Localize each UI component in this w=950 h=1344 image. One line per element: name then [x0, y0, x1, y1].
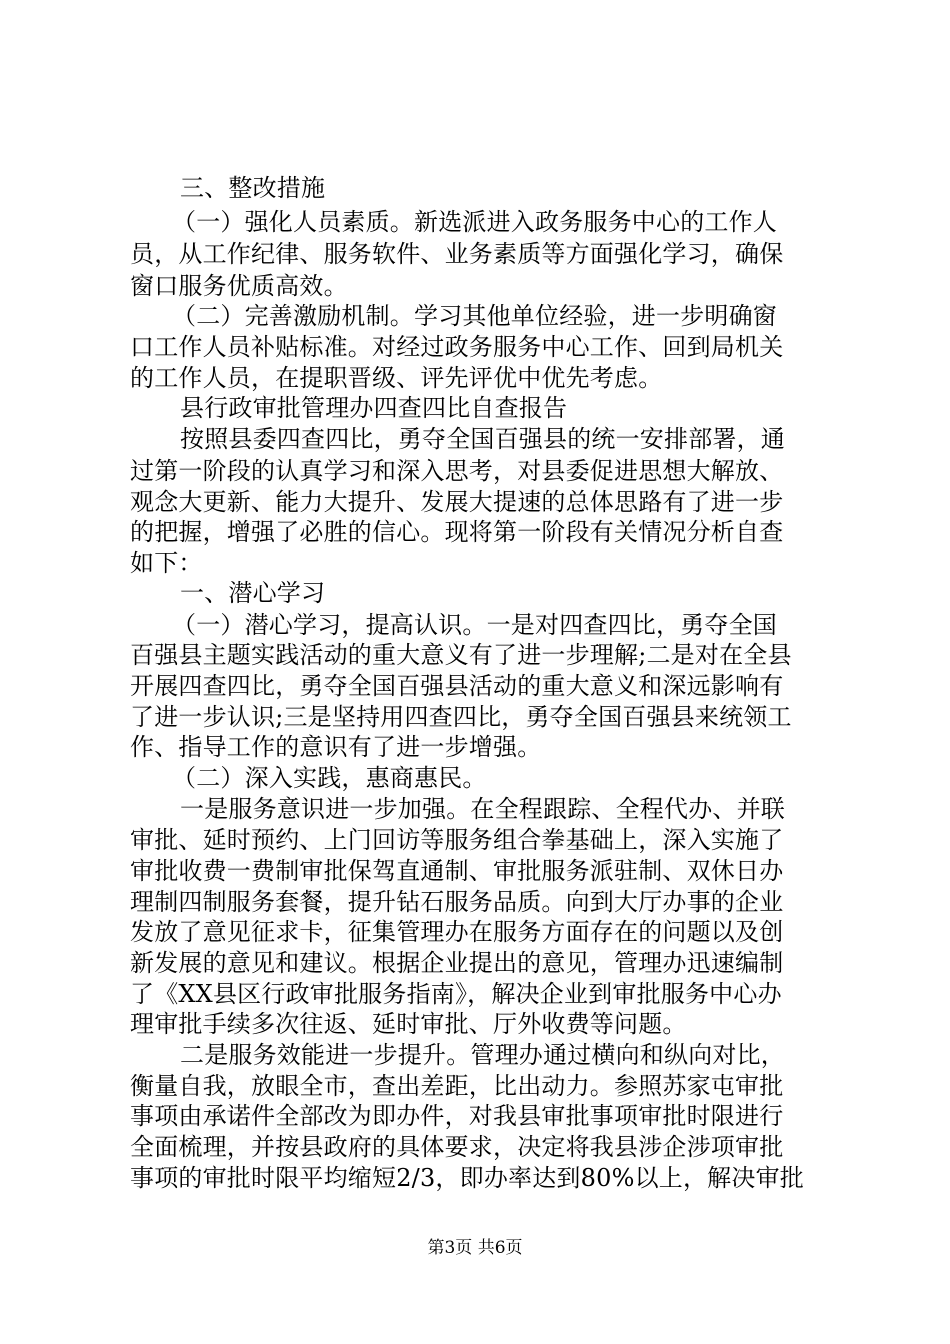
- text-line: （一）强化人员素质。新选派进入政务服务中心的工作人: [172, 208, 777, 236]
- text-line: （二）完善激励机制。学习其他单位经验，进一步明确窗: [172, 302, 777, 330]
- text-line: （一）潜心学习，提高认识。一是对四查四比，勇夺全国: [172, 611, 777, 639]
- text-line: 事项由承诺件全部改为即办件，对我县审批事项审批时限进行: [130, 1102, 784, 1130]
- text-line: 了进一步认识;三是坚持用四查四比，勇夺全国百强县来统领工: [130, 703, 792, 731]
- text-line: 口工作人员补贴标准。对经过政务服务中心工作、回到局机关: [130, 333, 784, 361]
- text-line: 审批收费一费制审批保驾直通制、审批服务派驻制、双休日办: [130, 857, 784, 885]
- text-line: 了《XX县区行政审批服务指南》，解决企业到审批服务中心办: [130, 980, 782, 1008]
- text-line: 观念大更新、能力大提升、发展大提速的总体思路有了进一步: [130, 488, 784, 516]
- text-line: 三、整改措施: [180, 174, 326, 202]
- text-line: 二是服务效能进一步提升。管理办通过横向和纵向对比，: [180, 1041, 785, 1069]
- text-line: 发放了意见征求卡，征集管理办在服务方面存在的问题以及创: [130, 918, 784, 946]
- text-line: 理制四制服务套餐，提升钻石服务品质。向到大厅办事的企业: [130, 888, 784, 916]
- text-line: 员，从工作纪律、服务软件、业务素质等方面强化学习，确保: [130, 240, 784, 268]
- text-line: 开展四查四比，勇夺全国百强县活动的重大意义和深远影响有: [130, 672, 784, 700]
- text-line: 如下：: [130, 549, 203, 577]
- text-line: （二）深入实践，惠商惠民。: [172, 764, 487, 792]
- text-line: 审批、延时预约、上门回访等服务组合拳基础上，深入实施了: [130, 826, 784, 854]
- text-line: 全面梳理，并按县政府的具体要求，决定将我县涉企涉项审批: [130, 1133, 784, 1161]
- text-line: 事项的审批时限平均缩短2/3，即办率达到80%以上，解决审批: [130, 1164, 804, 1192]
- text-line: 按照县委四查四比，勇夺全国百强县的统一安排部署，通: [180, 425, 785, 453]
- text-line: 县行政审批管理办四查四比自查报告: [180, 394, 568, 422]
- text-line: 作、指导工作的意识有了进一步增强。: [130, 733, 542, 761]
- text-line: 一是服务意识进一步加强。在全程跟踪、全程代办、并联: [180, 795, 785, 823]
- text-line: 理审批手续多次往返、延时审批、厅外收费等问题。: [130, 1010, 687, 1038]
- text-line: 百强县主题实践活动的重大意义有了进一步理解;二是对在全县: [130, 641, 792, 669]
- text-line: 过第一阶段的认真学习和深入思考，对县委促进思想大解放、: [130, 457, 784, 485]
- text-line: 的把握，增强了必胜的信心。现将第一阶段有关情况分析自查: [130, 518, 784, 546]
- text-line: 一、潜心学习: [180, 579, 326, 607]
- text-line: 窗口服务优质高效。: [130, 272, 348, 300]
- page-footer: 第3页 共6页: [427, 1238, 523, 1258]
- text-line: 新发展的意见和建议。根据企业提出的意见，管理办迅速编制: [130, 949, 784, 977]
- text-line: 的工作人员，在提职晋级、评先评优中优先考虑。: [130, 364, 663, 392]
- text-line: 衡量自我，放眼全市，查出差距，比出动力。参照苏家屯审批: [130, 1072, 784, 1100]
